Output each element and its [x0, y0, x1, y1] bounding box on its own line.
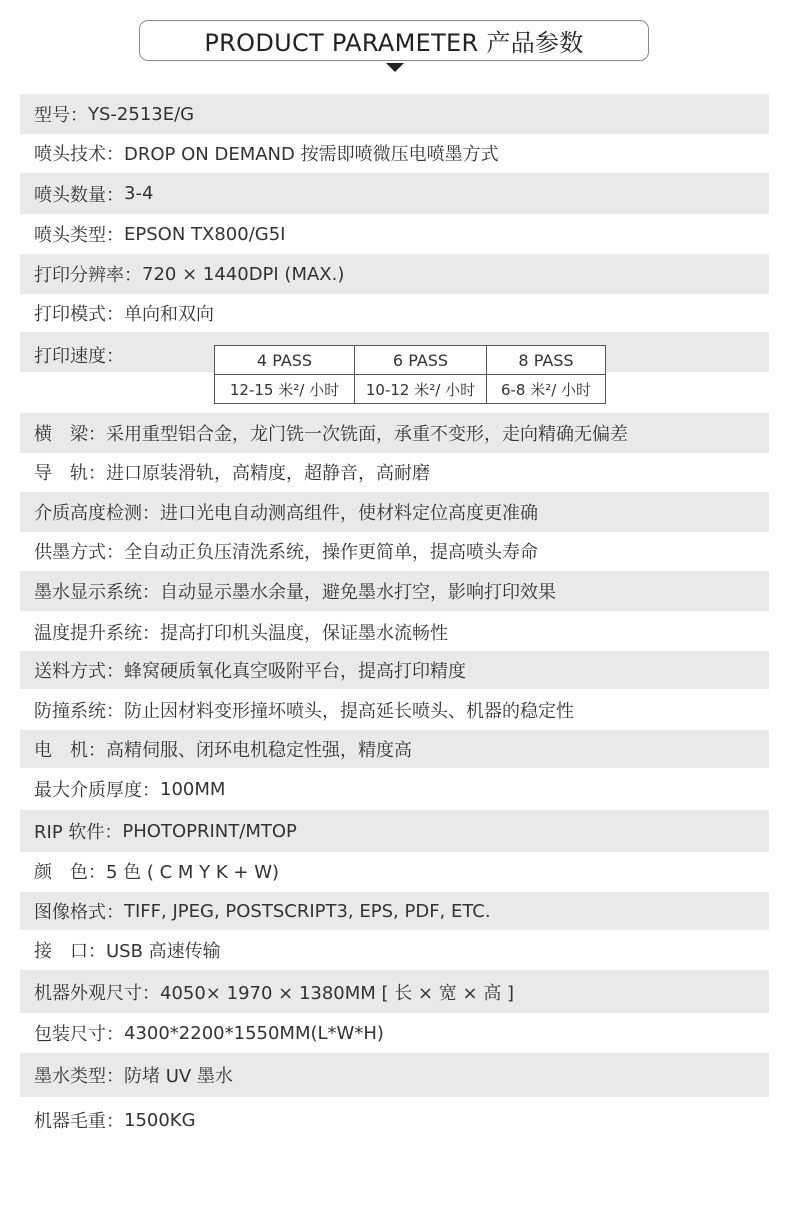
spec-label: 电 机：: [34, 740, 106, 761]
spec-value: 自动显示墨水余量，避免墨水打空，影响打印效果: [160, 582, 556, 603]
spec-row-gross-weight: [20, 1099, 769, 1141]
spec-label: 打印速度：: [34, 346, 124, 367]
spec-value: 3-4: [124, 183, 154, 204]
spec-label: 送料方式：: [34, 661, 124, 682]
spec-label: 防撞系统：: [34, 701, 124, 722]
spec-label: 机器外观尺寸：: [34, 982, 160, 1004]
spec-row-package-dimensions: [20, 1013, 769, 1053]
spec-label: 温度提升系统：: [34, 623, 160, 644]
spec-row-media-height-detection: [20, 492, 769, 532]
spec-row-machine-dimensions: [20, 970, 769, 1013]
spec-row-print-mode: [20, 294, 769, 332]
spec-value: 防堵 UV 墨水: [124, 1066, 233, 1087]
spec-label: 供墨方式：: [34, 542, 124, 563]
spec-row-image-format: [20, 892, 769, 930]
spec-label: 导 轨：: [34, 463, 106, 484]
speed-value-cell: 6-8 米²/ 小时: [487, 375, 606, 404]
spec-value: YS-2513E/G: [88, 103, 195, 125]
spec-value: USB 高速传输: [106, 941, 221, 962]
spec-value: 进口原装滑轨，高精度，超静音，高耐磨: [106, 463, 430, 484]
spec-row-motor: [20, 730, 769, 768]
spec-row-nozzle-type: [20, 214, 769, 254]
spec-label: 喷头数量：: [34, 184, 124, 206]
spec-label: 机器毛重：: [34, 1111, 124, 1132]
spec-value: 防止因材料变形撞坏喷头，提高延长喷头、机器的稳定性: [124, 701, 574, 722]
spec-row-nozzle-count: [20, 173, 769, 214]
spec-row-feeding: [20, 651, 769, 689]
spec-value: 进口光电自动测高组件，使材料定位高度更准确: [160, 503, 538, 524]
spec-value: 720 × 1440DPI (MAX.): [142, 263, 345, 285]
spec-label: 包装尺寸：: [34, 1024, 124, 1045]
spec-row-temperature: [20, 612, 769, 652]
spec-value: 单向和双向: [124, 304, 214, 325]
spec-row-model: [20, 94, 769, 134]
spec-label: 最大介质厚度：: [34, 780, 160, 801]
spec-row-ink-display: [20, 571, 769, 611]
spec-value: 4050× 1970 × 1380MM [ 长 × 宽 × 高 ]: [160, 982, 515, 1004]
spec-value: 5 色 ( C M Y K + W): [106, 862, 280, 883]
spec-label: 墨水显示系统：: [34, 582, 160, 603]
spec-row-resolution: [20, 254, 769, 294]
speed-mode-cell: 6 PASS: [355, 346, 487, 375]
speed-value-cell: 12-15 米²/ 小时: [215, 375, 355, 404]
spec-value: 蜂窝硬质氧化真空吸附平台，提高打印精度: [124, 661, 466, 682]
spec-row-colors: [20, 852, 769, 890]
speed-mode-cell: 8 PASS: [487, 346, 606, 375]
spec-value: TIFF, JPEG, POSTSCRIPT3, EPS, PDF, ETC.: [124, 900, 491, 922]
spec-label: 喷头类型：: [34, 225, 124, 246]
spec-label: RIP 软件：: [34, 822, 123, 843]
page-title: [139, 20, 649, 61]
spec-row-interface: [20, 930, 769, 970]
speed-mode-cell: 4 PASS: [215, 346, 355, 375]
page-title-text: PRODUCT PARAMETER 产品参数: [204, 29, 584, 57]
spec-row-anti-collision: [20, 690, 769, 730]
spec-value: DROP ON DEMAND 按需即喷微压电喷墨方式: [124, 144, 499, 165]
spec-label: 打印模式：: [34, 304, 124, 325]
spec-label: 横 梁：: [34, 424, 106, 445]
spec-label: 图像格式：: [34, 902, 124, 923]
spec-value: 全自动正负压清洗系统，操作更简单，提高喷头寿命: [124, 542, 538, 563]
spec-row-ink-type: [20, 1053, 769, 1097]
spec-row-rip-software: [20, 810, 769, 852]
spec-value: 提高打印机头温度，保证墨水流畅性: [160, 623, 448, 644]
spec-label: 打印分辨率：: [34, 265, 142, 286]
spec-row-beam: [20, 413, 769, 453]
spec-label: 接 口：: [34, 941, 106, 962]
spec-label: 颜 色：: [34, 862, 106, 883]
spec-value: 100MM: [160, 778, 226, 800]
spec-label: 介质高度检测：: [34, 503, 160, 524]
title-pointer-icon: [386, 63, 404, 72]
spec-row-ink-supply: [20, 532, 769, 570]
speed-value-cell: 10-12 米²/ 小时: [355, 375, 487, 404]
spec-row-rail: [20, 453, 769, 491]
spec-label: 喷头技术：: [34, 144, 124, 165]
spec-value: EPSON TX800/G5I: [124, 223, 286, 245]
spec-label: 墨水类型：: [34, 1066, 124, 1087]
spec-value: 高精伺服、闭环电机稳定性强，精度高: [106, 740, 412, 761]
spec-row-nozzle-technology: [20, 134, 769, 172]
spec-value: 1500KG: [124, 1109, 196, 1131]
speed-table-header-row: [215, 346, 606, 375]
print-speed-table: [214, 345, 606, 404]
speed-table-value-row: [215, 375, 606, 404]
spec-label: 型号：: [34, 105, 88, 126]
spec-value: PHOTOPRINT/MTOP: [122, 820, 297, 842]
spec-value: 采用重型铝合金，龙门铣一次铣面，承重不变形，走向精确无偏差: [106, 424, 628, 445]
spec-value: 4300*2200*1550MM(L*W*H): [124, 1022, 384, 1044]
spec-row-max-media-thickness: [20, 768, 769, 810]
